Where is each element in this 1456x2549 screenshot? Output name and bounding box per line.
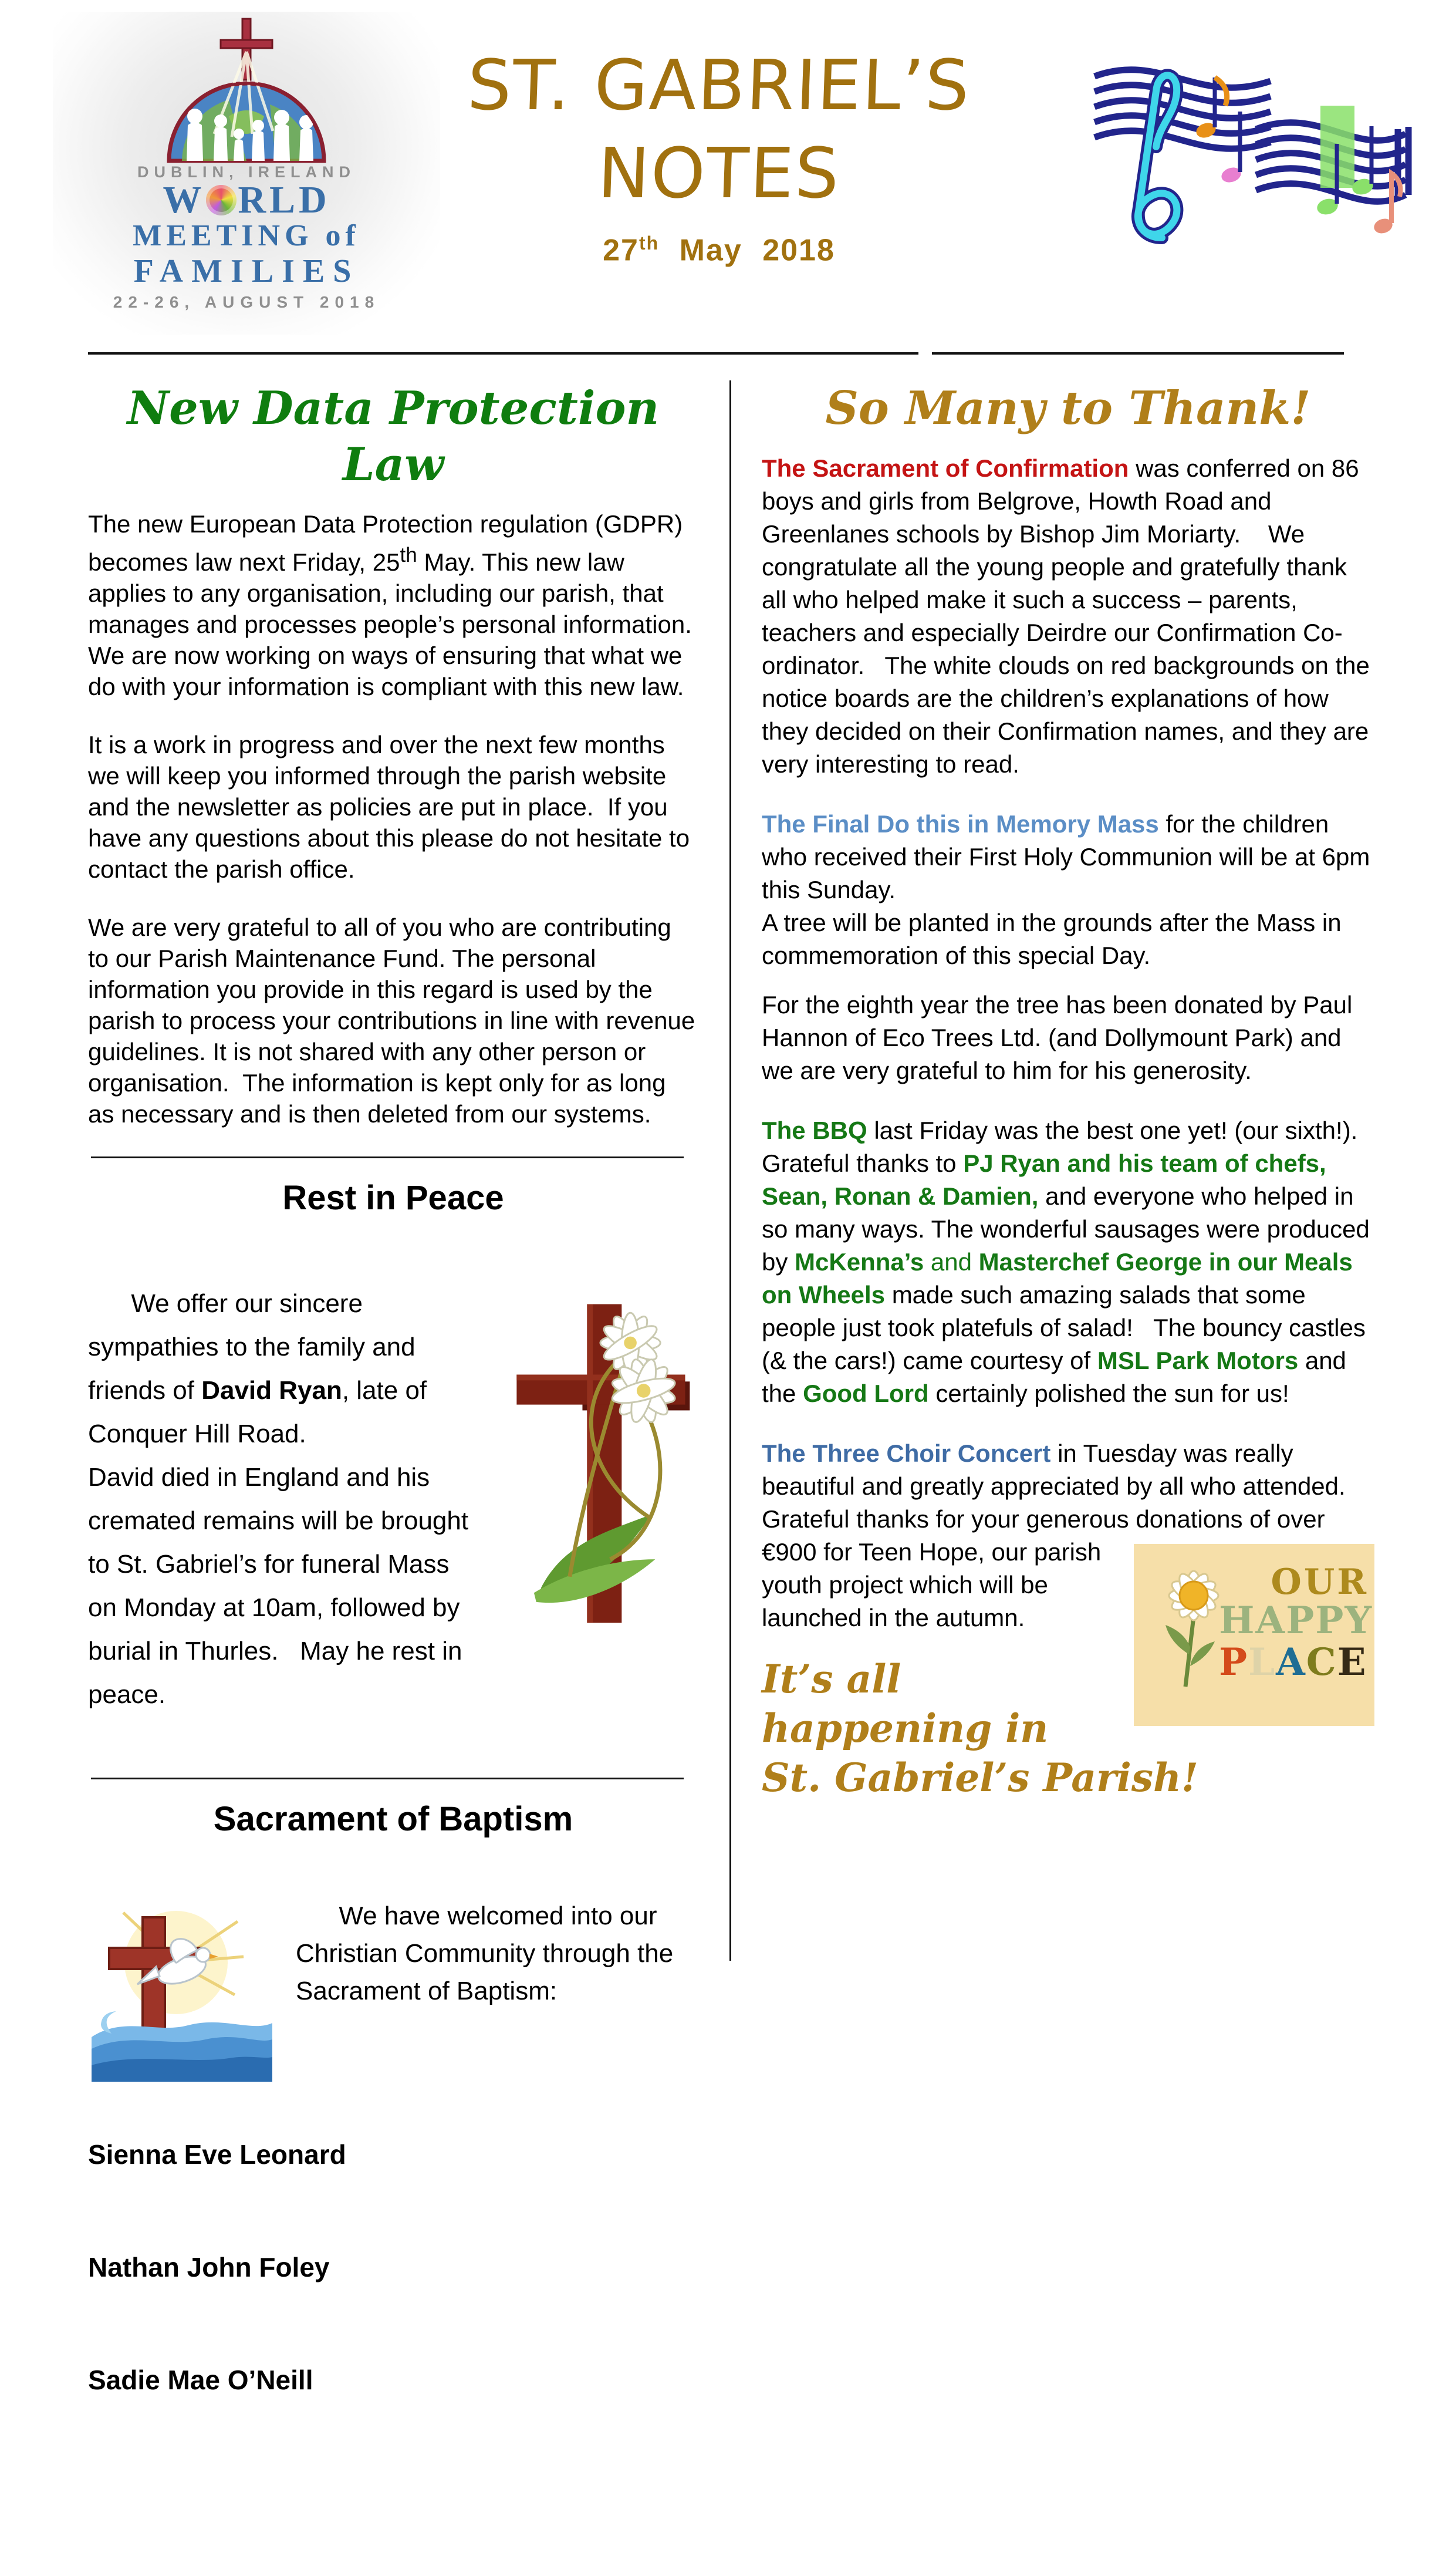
issue-date-suffix: th <box>639 232 660 254</box>
hp-letter-l: L <box>1248 1640 1276 1684</box>
memory-mass-lead: The Final Do this in Memory Mass <box>762 810 1159 838</box>
left-column <box>88 380 702 2549</box>
hp-letter-e: E <box>1337 1640 1367 1684</box>
wmof-dome-cross-image <box>158 16 335 162</box>
header-rule-right <box>932 352 1344 355</box>
ecotrees-paragraph: For the eighth year the tree has been donated by Paul Hannon of Eco Trees Ltd. (and Dollymount Park) and we are very grateful to him for his generosity. <box>762 991 1360 1084</box>
section-rule-1 <box>91 1157 684 1158</box>
hp-letter-a: A <box>1276 1640 1306 1684</box>
hp-letter-c: C <box>1306 1640 1337 1684</box>
logo-dates-text: 22-26, AUGUST 2018 <box>113 293 380 311</box>
rip-heading: Rest in Peace <box>282 1179 504 1217</box>
confirmation-rest: was conferred on 86 boys and girls from Belgrove, Howth Road and Greenlanes schools by Bishop Jim Moriarty. We congratulate all the young people and gratefully thank all who helped make it such a success – parents, teachers and especially Deirdre our Confirmation Co-ordinator. The white clouds on red backgrounds on the notice boards are the children’s explanations of how they decided on their Confirmation names, and they are very interesting to read. <box>762 454 1377 778</box>
logo-location-text: DUBLIN, IRELAND <box>137 163 356 181</box>
bbq-goodlord: Good Lord <box>803 1380 929 1407</box>
bbq-mckennas: McKenna’s <box>795 1248 924 1276</box>
happy-place-place <box>1219 1641 1369 1684</box>
bbq-s4: and everyone who helped in so many ways. The wonderful sausages were produced by <box>762 1182 1377 1276</box>
baptism-text <box>88 1860 698 2549</box>
masthead <box>446 41 992 268</box>
closing-line1: It’s all happening in <box>762 1656 1049 1751</box>
header-rule-left <box>88 352 918 355</box>
logo-world-text <box>53 178 440 221</box>
baptism-intro: We have welcomed into our Christian Community through the Sacrament of Baptism: <box>296 1901 681 2005</box>
bbq-lead: The BBQ <box>762 1117 867 1144</box>
cross-lilies-image <box>499 1288 698 1634</box>
logo-swirl-o-icon <box>206 185 237 215</box>
right-column <box>762 380 1377 1802</box>
thanks-heading: So Many to Thank! <box>825 382 1311 435</box>
logo-world-rld: RLD <box>238 178 330 221</box>
logo-families-text: FAMILIES <box>133 253 360 289</box>
gdpr-heading: New Data Protection Law <box>127 382 660 491</box>
gdpr-p1b: May. This new law applies to any organisation, including our parish, that manages and processes people’s personal information. <box>88 548 692 638</box>
memory-mass-tree: A tree will be planted in the grounds after the Mass in commemoration of this special Day. <box>762 909 1349 969</box>
bbq-s6: and <box>924 1248 979 1276</box>
rip-a: We offer our sincere sympathies to the family and friends of <box>88 1289 423 1405</box>
baptism-name-3: Sadie Mae O’Neill <box>88 2365 313 2395</box>
happy-place-happy: HAPPY <box>1219 1599 1373 1643</box>
music-notes-image <box>1074 35 1414 282</box>
memory-mass-paragraph <box>762 808 1377 972</box>
bbq-s8: made such amazing salads that some people just took platefuls of salad! The bouncy castles (& the cars!) came courtesy of <box>762 1281 1373 1374</box>
happy-place-text <box>1219 1562 1373 1684</box>
choir-rest2: Hope, our parish youth project which will be launched in the autumn. <box>762 1538 1108 1631</box>
baptism-heading: Sacrament of Baptism <box>213 1800 573 1838</box>
logo-world-w: W <box>163 178 205 221</box>
section-rule-2 <box>91 1778 684 1779</box>
gdpr-p1-sup: th <box>400 544 417 567</box>
closing-line2: St. Gabriel’s Parish! <box>762 1755 1198 1801</box>
memory-mass-rest: for the children who received their First Holy Communion will be at 6pm this Sunday. <box>762 810 1377 903</box>
rip-text <box>88 1239 698 1760</box>
bbq-chefs: PJ Ryan and his team of chefs, Sean, Ronan & Damien, <box>762 1149 1333 1210</box>
bbq-paragraph <box>762 1114 1377 1410</box>
hp-letter-p: P <box>1219 1640 1249 1684</box>
rip-c: David died in England and his cremated remains will be brought to St. Gabriel’s for funeral Mass on Monday at 10am, followed by burial in Thurles. May he rest in peace. <box>88 1463 476 1709</box>
rip-deceased-name: David Ryan <box>201 1376 342 1405</box>
confirmation-lead: The Sacrament of Confirmation <box>762 454 1129 482</box>
gdpr-p1a: The new European Data Protection regulation (GDPR) becomes law next Friday, 25 <box>88 510 690 576</box>
rip-b: , late of Conquer Hill Road. <box>88 1376 434 1448</box>
choir-section <box>762 1437 1374 1802</box>
confirmation-paragraph <box>762 452 1377 781</box>
bbq-masterchef: Masterchef George in our Meals on Wheels <box>762 1248 1360 1309</box>
issue-date-day: 27 <box>603 233 639 268</box>
choir-paragraph <box>762 1437 1374 1684</box>
choir-rest1: in Tuesday was really beautiful and greatly appreciated by all who attended. Grateful thanks for your generous donations of over €900 for Teen <box>762 1439 1366 1566</box>
baptism-name-2: Nathan John Foley <box>88 2252 330 2282</box>
bbq-msl: MSL Park Motors <box>1097 1347 1299 1374</box>
issue-date <box>446 232 992 268</box>
wmof-logo <box>53 12 440 335</box>
newsletter-title-line2: NOTES <box>596 133 842 214</box>
column-divider <box>729 380 731 1961</box>
happy-place-our: OUR <box>1271 1562 1369 1603</box>
baptism-name-1: Sienna Eve Leonard <box>88 2139 346 2170</box>
gdpr-p1c: We are now working on ways of ensuring that what we do with your information is compliant with this new law. <box>88 642 690 700</box>
our-happy-place-image <box>1134 1544 1374 1726</box>
baptism-names <box>88 2061 698 2474</box>
waves <box>92 2011 272 2082</box>
gdpr-paragraph-1 <box>88 508 698 702</box>
baptism-dove-cross-image <box>88 1901 276 2083</box>
choir-lead: The Three Choir Concert <box>762 1439 1051 1467</box>
logo-meeting-text: MEETING of <box>133 219 360 252</box>
gdpr-paragraph-3: We are very grateful to all of you who are contributing to our Parish Maintenance Fund. The personal information you provide in this regard is used by the parish to process your contributions in line with revenue guidelines. It is not shared with any other person or organisation. The information is kept only for as long as necessary and is then deleted from our systems. <box>88 913 702 1128</box>
bbq-s12: certainly polished the sun for us! <box>928 1380 1289 1407</box>
bbq-s10: and the <box>762 1347 1353 1407</box>
issue-date-rest: May 2018 <box>659 233 835 268</box>
bbq-s2: last Friday was the best one yet! (our sixth!). Grateful thanks to <box>762 1117 1365 1177</box>
newsletter-title-line1: ST. GABRIEL’S <box>466 45 972 126</box>
gdpr-paragraph-2: It is a work in progress and over the next few months we will keep you informed through the parish website and the newsletter as policies are put in place. If you have any questions about this please do not hesitate to contact the parish office. <box>88 731 697 883</box>
